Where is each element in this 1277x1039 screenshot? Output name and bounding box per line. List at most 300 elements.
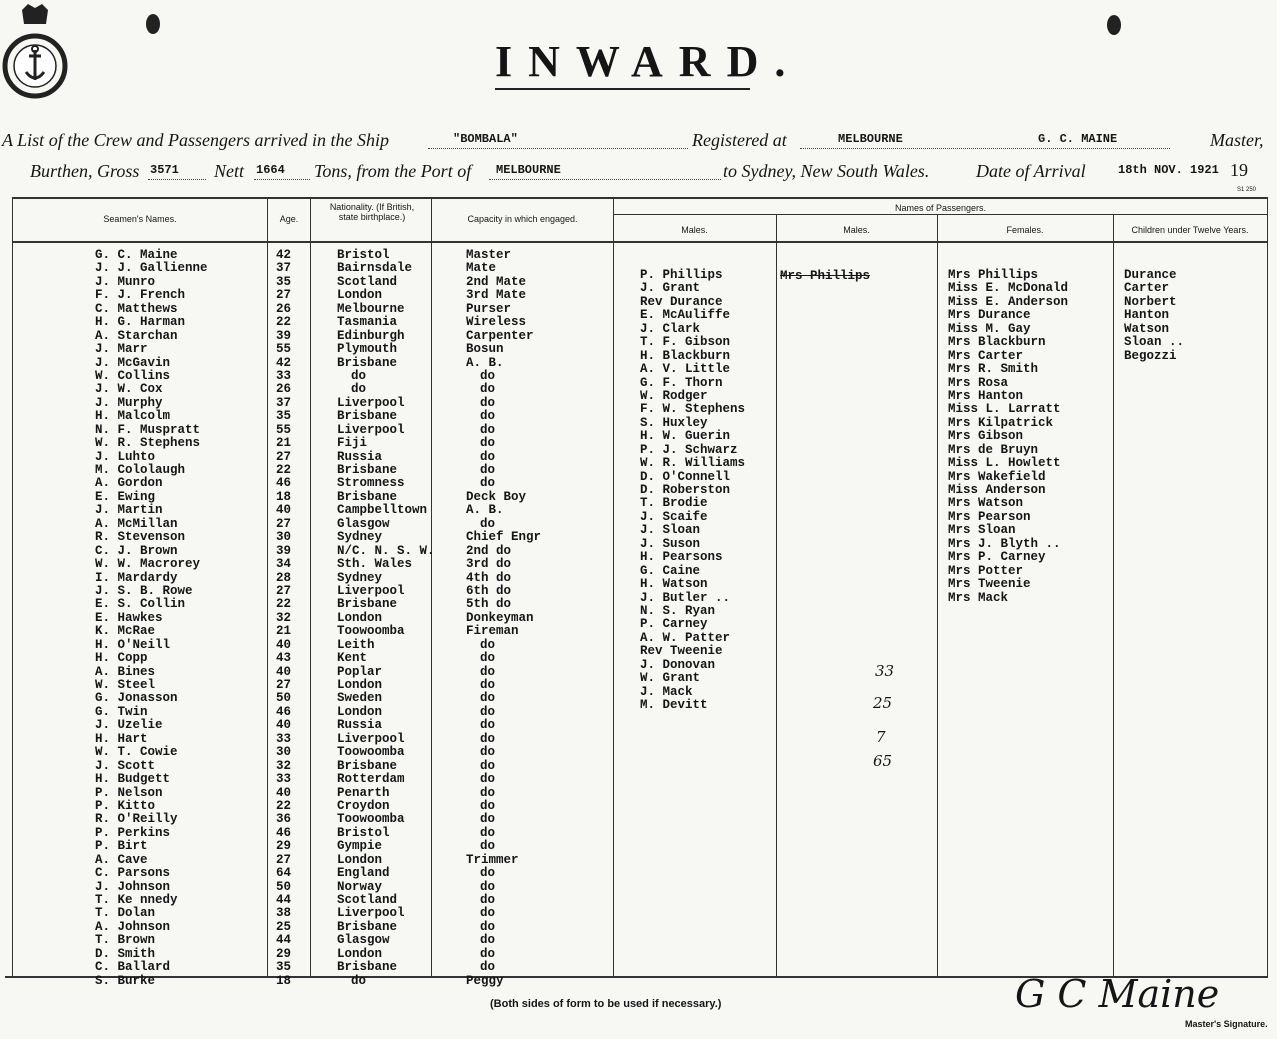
crew-nationality: Scotland: [337, 893, 398, 907]
crew-row: [0, 800, 613, 813]
crew-row: [0, 961, 613, 974]
crew-name: A. Starchan: [95, 328, 178, 343]
master-signature: G C Maine: [1015, 972, 1220, 1016]
crew-name: I. Mardardy: [95, 570, 178, 585]
header-nationality: Nationality. (If British, state birthplace.): [329, 202, 415, 222]
crew-capacity: do: [480, 798, 496, 813]
crew-age: 27: [276, 678, 292, 692]
child-passenger: Begozzi: [1124, 348, 1177, 363]
crew-age: 18: [276, 489, 292, 504]
crew-nationality: Liverpool: [337, 583, 405, 598]
crew-age: 44: [276, 893, 292, 907]
crew-name: W. Steel: [95, 678, 156, 692]
crew-capacity: do: [480, 879, 496, 894]
crew-name: C. Matthews: [95, 301, 178, 316]
crew-nationality: Russia: [337, 449, 383, 464]
crew-row: [0, 330, 613, 343]
crew-row: [0, 921, 613, 934]
crew-name: P. Kitto: [95, 798, 156, 813]
crew-age: 33: [276, 772, 292, 787]
punch-hole-left: [146, 14, 160, 34]
male-passenger: W. Rodger: [640, 388, 708, 403]
crew-nationality: Glasgow: [337, 933, 390, 948]
title-underline: [495, 88, 750, 90]
crew-name: H. Budgett: [95, 772, 171, 787]
crew-nationality: Liverpool: [337, 422, 405, 437]
crew-capacity: do: [480, 476, 496, 491]
female-passenger: Miss M. Gay: [948, 321, 1031, 336]
female-passenger: Mrs J. Blyth ..: [948, 536, 1061, 551]
crew-age: 39: [276, 543, 292, 558]
crew-capacity: do: [480, 678, 496, 692]
crew-age: 55: [276, 342, 292, 357]
crew-row: [0, 612, 613, 625]
crew-name: G. Jonasson: [95, 691, 178, 706]
crew-row: [0, 934, 613, 947]
crew-capacity: A. B.: [466, 503, 504, 518]
crew-age: 22: [276, 597, 292, 612]
crew-capacity: Master: [466, 248, 512, 262]
crew-name: K. McRae: [95, 624, 156, 639]
crew-capacity: Bosun: [466, 342, 504, 357]
crew-name: E. S. Collin: [95, 597, 186, 612]
crew-row: [0, 840, 613, 853]
crew-age: 28: [276, 570, 292, 585]
col-divider-males2: [776, 214, 777, 978]
crew-name: P. Nelson: [95, 785, 163, 800]
passenger-females-list: [948, 269, 1113, 605]
crew-name: P. Birt: [95, 839, 148, 854]
gross-tons: 3571: [150, 163, 179, 177]
crew-capacity: 4th do: [466, 570, 512, 585]
crew-age: 26: [276, 301, 292, 316]
crew-capacity: Trimmer: [466, 852, 519, 867]
crew-row: [0, 491, 613, 504]
crew-row: [0, 504, 613, 517]
crew-row: [0, 357, 613, 370]
crew-capacity: Deck Boy: [466, 489, 527, 504]
crew-capacity: do: [480, 637, 496, 652]
signature-label: Master's Signature.: [1185, 1019, 1268, 1029]
footer-note: (Both sides of form to be used if necessary.): [490, 998, 722, 1010]
crew-row: [0, 370, 613, 383]
crew-capacity: do: [480, 664, 496, 679]
child-passenger: Sloan ..: [1124, 335, 1185, 350]
crew-capacity: Chief Engr: [466, 530, 542, 545]
ship-name: "BOMBALA": [453, 132, 518, 146]
crew-age: 22: [276, 463, 292, 477]
crew-nationality: Bristol: [337, 825, 390, 840]
crew-row: [0, 746, 613, 759]
arrival-label: Date of Arrival: [976, 161, 1086, 181]
crew-nationality: London: [337, 288, 383, 303]
table-top-rule: [12, 197, 1268, 199]
female-passenger: Mrs Tweenie: [948, 577, 1031, 592]
crew-name: J. J. Gallienne: [95, 261, 208, 276]
female-passenger: Miss L. Howlett: [948, 456, 1061, 471]
crew-capacity: Mate: [466, 261, 497, 276]
crew-capacity: do: [480, 839, 496, 854]
crew-capacity: do: [480, 422, 496, 437]
crew-nationality: Liverpool: [337, 731, 405, 746]
crew-nationality: Brisbane: [337, 355, 398, 370]
header-age: Age.: [279, 214, 299, 224]
crew-age: 27: [276, 852, 292, 867]
crew-row: [0, 451, 613, 464]
col-divider-children: [1113, 214, 1114, 978]
crew-age: 39: [276, 328, 292, 343]
female-passenger: Miss Anderson: [948, 483, 1046, 497]
crew-row: [0, 545, 613, 558]
crew-capacity: do: [480, 382, 496, 397]
crew-name: J. Martin: [95, 503, 163, 518]
crew-capacity: 5th do: [466, 597, 512, 612]
crew-nationality: Brisbane: [337, 758, 398, 773]
male-passenger: J. Butler ..: [640, 590, 731, 605]
crew-age: 27: [276, 288, 292, 303]
crew-capacity: Purser: [466, 301, 512, 316]
crew-capacity: do: [480, 368, 496, 383]
crew-row: [0, 585, 613, 598]
crew-age: 40: [276, 637, 292, 652]
female-passenger: Mrs Phillips: [948, 268, 1039, 282]
registered-port: MELBOURNE: [838, 132, 903, 146]
male-passenger: F. W. Stephens: [640, 402, 746, 417]
crew-nationality: Campbelltown: [337, 503, 428, 518]
crew-age: 32: [276, 758, 292, 773]
male-passenger: J. Suson: [640, 536, 701, 551]
crew-nationality: Norway: [337, 879, 383, 894]
female-passenger: Mrs Rosa: [948, 375, 1009, 390]
crew-age: 22: [276, 798, 292, 813]
crew-age: 22: [276, 315, 292, 330]
female-passenger: Mrs de Bruyn: [948, 442, 1039, 457]
crew-name: C. J. Brown: [95, 543, 178, 558]
crew-capacity: do: [480, 933, 496, 948]
crew-row: [0, 303, 613, 316]
male-passenger: A. V. Little: [640, 362, 731, 377]
crew-row: [0, 316, 613, 329]
crew-capacity: Wireless: [466, 315, 527, 330]
crew-row: [0, 827, 613, 840]
female-passenger: Mrs Pearson: [948, 509, 1031, 524]
tally-total: 65: [873, 752, 893, 770]
table-header-rule: [12, 241, 1268, 243]
crew-name: J. Munro: [95, 274, 156, 289]
crew-age: 37: [276, 395, 292, 410]
female-passenger: Mrs Blackburn: [948, 335, 1046, 350]
crew-age: 26: [276, 382, 292, 397]
crew-row: [0, 787, 613, 800]
crew-row: [0, 907, 613, 920]
crew-name: T. Ke nnedy: [95, 893, 178, 907]
crew-nationality: Sth. Wales: [337, 557, 413, 572]
male-passenger: G. F. Thorn: [640, 375, 723, 390]
crew-nationality: Toowoomba: [337, 624, 405, 639]
form-number: S1 250: [1237, 187, 1257, 193]
crew-age: 38: [276, 906, 292, 921]
crew-nationality: England: [337, 866, 390, 881]
male-passenger: N. S. Ryan: [640, 603, 716, 618]
crew-age: 42: [276, 248, 292, 262]
crew-nationality: Sydney: [337, 570, 383, 585]
male-passenger: P. Carney: [640, 617, 708, 632]
male-passenger: P. J. Schwarz: [640, 442, 738, 457]
crew-capacity: do: [480, 409, 496, 424]
crew-row: [0, 249, 613, 262]
crew-nationality: Rotterdam: [337, 772, 405, 787]
crew-row: [0, 276, 613, 289]
crew-name: S. Burke: [95, 973, 156, 988]
crew-age: 27: [276, 516, 292, 531]
crew-name: E. Hawkes: [95, 610, 163, 625]
crew-capacity: do: [480, 704, 496, 719]
crew-nationality: Tasmania: [337, 315, 398, 330]
crew-age: 34: [276, 557, 292, 572]
female-passenger: Mrs Hanton: [948, 388, 1024, 403]
male-passenger: A. W. Patter: [640, 630, 731, 645]
crew-capacity: do: [480, 731, 496, 746]
crew-nationality: Poplar: [337, 664, 383, 679]
tons-from-label: Tons, from the Port of: [314, 161, 472, 181]
male-passenger: P. Phillips: [640, 268, 723, 282]
crew-age: 36: [276, 812, 292, 827]
crew-name: A. McMillan: [95, 516, 178, 531]
tally-males: 33: [875, 662, 895, 680]
female-passenger: Mrs Mack: [948, 590, 1009, 605]
male-passenger: S. Huxley: [640, 415, 708, 430]
female-passenger: Mrs Kilpatrick: [948, 415, 1054, 430]
crew-age: 50: [276, 879, 292, 894]
female-passenger: Mrs Potter: [948, 563, 1024, 578]
crew-capacity: do: [480, 893, 496, 907]
crew-name: W. Collins: [95, 368, 171, 383]
male-passenger: H. W. Guerin: [640, 429, 731, 444]
crew-nationality: Melbourne: [337, 301, 405, 316]
crew-name: F. J. French: [95, 288, 186, 303]
passenger-subheader-rule: [613, 214, 1268, 215]
header-passengers: Names of Passengers.: [894, 203, 987, 213]
crew-row: [0, 854, 613, 867]
crew-capacity: do: [480, 772, 496, 787]
crew-row: [0, 948, 613, 961]
crew-age: 25: [276, 919, 292, 934]
child-passenger: Carter: [1124, 281, 1170, 296]
male-passenger: J. Donovan: [640, 657, 716, 672]
female-passenger: Mrs Sloan: [948, 523, 1016, 538]
passenger-males-list: [640, 269, 776, 712]
crew-nationality: Brisbane: [337, 597, 398, 612]
crew-nationality: Brisbane: [337, 960, 398, 975]
male-passenger: H. Pearsons: [640, 550, 723, 565]
crew-nationality: Brisbane: [337, 409, 398, 424]
crew-capacity: 2nd do: [466, 543, 512, 558]
crew-row: [0, 666, 613, 679]
crew-age: 46: [276, 704, 292, 719]
child-passenger: Norbert: [1124, 294, 1177, 309]
crew-row: [0, 343, 613, 356]
crew-row: [0, 262, 613, 275]
crew-age: 37: [276, 261, 292, 276]
crew-name: J. S. B. Rowe: [95, 583, 193, 598]
crew-name: A. Gordon: [95, 476, 163, 491]
crew-row: [0, 867, 613, 880]
crew-age: 18: [276, 973, 292, 988]
crew-name: H. G. Harman: [95, 315, 186, 330]
crew-name: W. R. Stephens: [95, 436, 201, 451]
crew-row: [0, 975, 613, 988]
crew-nationality: Bristol: [337, 248, 390, 262]
crew-row: [0, 894, 613, 907]
crew-nationality: Sweden: [337, 691, 383, 706]
master-name: G. C. MAINE: [1038, 132, 1118, 146]
arrival-date: 18th NOV. 1921: [1118, 163, 1219, 177]
crew-capacity: Fireman: [466, 624, 519, 639]
crew-row: [0, 531, 613, 544]
crew-nationality: Gympie: [337, 839, 383, 854]
crew-capacity: do: [480, 449, 496, 464]
male-passenger: T. F. Gibson: [640, 335, 731, 350]
female-passenger: Mrs Watson: [948, 496, 1024, 511]
struck-passenger: Mrs Phillips: [780, 269, 871, 283]
crew-row: [0, 477, 613, 490]
crew-capacity: do: [480, 651, 496, 666]
destination-label: to Sydney, New South Wales.: [723, 161, 930, 181]
crew-row: [0, 639, 613, 652]
crew-age: 40: [276, 503, 292, 518]
header-males-2: Males.: [843, 225, 870, 235]
crew-nationality: London: [337, 946, 383, 961]
crew-age: 35: [276, 409, 292, 424]
female-passenger: Mrs Gibson: [948, 429, 1024, 444]
female-passenger: Mrs R. Smith: [948, 362, 1039, 377]
crew-row: [0, 598, 613, 611]
female-passenger: Miss E. McDonald: [948, 281, 1069, 296]
crew-age: 40: [276, 718, 292, 733]
crew-name: A. Cave: [95, 852, 148, 867]
crew-capacity: 6th do: [466, 583, 512, 598]
crew-name: J. Scott: [95, 758, 156, 773]
nett-label: Nett: [214, 161, 244, 181]
crew-age: 35: [276, 274, 292, 289]
crew-name: H. Copp: [95, 651, 148, 666]
crew-row: [0, 572, 613, 585]
crew-name: E. Ewing: [95, 489, 156, 504]
male-passenger: Rev Durance: [640, 294, 723, 309]
male-passenger: W. R. Williams: [640, 456, 746, 471]
crew-name: M. Cololaugh: [95, 463, 186, 477]
crew-age: 27: [276, 583, 292, 598]
crew-age: 27: [276, 449, 292, 464]
female-passenger: Mrs Carter: [948, 348, 1024, 363]
male-passenger: D. O'Connell: [640, 469, 731, 484]
crew-nationality: Stromness: [337, 476, 405, 491]
crew-nationality: Liverpool: [337, 395, 405, 410]
crew-nationality: do: [351, 973, 367, 988]
male-passenger: J. Mack: [640, 684, 693, 699]
crew-name: C. Ballard: [95, 960, 171, 975]
col-divider-females: [937, 214, 938, 978]
crew-age: 50: [276, 691, 292, 706]
crew-row: [0, 706, 613, 719]
male-passenger: H. Blackburn: [640, 348, 731, 363]
crew-nationality: Bairnsdale: [337, 261, 413, 276]
crew-name: R. O'Reilly: [95, 812, 178, 827]
punch-hole-right: [1107, 15, 1121, 35]
crew-name: J. Murphy: [95, 395, 163, 410]
male-passenger: M. Devitt: [640, 698, 708, 712]
crew-row: [0, 518, 613, 531]
crew-name: A. Bines: [95, 664, 156, 679]
crew-nationality: Scotland: [337, 274, 398, 289]
male-passenger: J. Clark: [640, 321, 701, 336]
male-passenger: J. Grant: [640, 281, 701, 296]
passenger-children-list: [1124, 269, 1264, 363]
male-passenger: J. Sloan: [640, 523, 701, 538]
crew-row: [0, 464, 613, 477]
crew-age: 40: [276, 664, 292, 679]
crew-capacity: Donkeyman: [466, 610, 534, 625]
crew-capacity: do: [480, 919, 496, 934]
crew-nationality: Plymouth: [337, 342, 398, 357]
registered-label: Registered at: [692, 130, 787, 150]
crew-nationality: Croydon: [337, 798, 390, 813]
crew-capacity: do: [480, 463, 496, 477]
crew-age: 46: [276, 825, 292, 840]
crew-name: J. Marr: [95, 342, 148, 357]
crew-name: J. Uzelie: [95, 718, 163, 733]
crew-age: 32: [276, 610, 292, 625]
child-passenger: Watson: [1124, 321, 1170, 336]
crew-row: [0, 289, 613, 302]
crew-nationality: Toowoomba: [337, 812, 405, 827]
header-seamen-names: Seamen's Names.: [103, 214, 177, 224]
female-passenger: Mrs Wakefield: [948, 469, 1046, 484]
crew-age: 33: [276, 368, 292, 383]
crew-row: [0, 692, 613, 705]
crew-name: J. Johnson: [95, 879, 171, 894]
crew-row: [0, 625, 613, 638]
crew-row: [0, 558, 613, 571]
crew-nationality: London: [337, 704, 383, 719]
crew-nationality: N/C. N. S. W.: [337, 543, 435, 558]
crew-nationality: Brisbane: [337, 489, 398, 504]
tally-females: 25: [873, 694, 893, 712]
crew-age: 29: [276, 839, 292, 854]
crew-nationality: Russia: [337, 718, 383, 733]
crew-row: [0, 813, 613, 826]
crew-name: P. Perkins: [95, 825, 171, 840]
crew-name: G. Twin: [95, 704, 148, 719]
crew-capacity: do: [480, 436, 496, 451]
male-passenger: W. Grant: [640, 671, 701, 686]
crew-name: W. W. Macrorey: [95, 557, 201, 572]
crew-age: 44: [276, 933, 292, 948]
crew-capacity: 3rd Mate: [466, 288, 527, 303]
crew-age: 42: [276, 355, 292, 370]
crew-capacity: do: [480, 785, 496, 800]
crew-row: [0, 881, 613, 894]
crew-nationality: Glasgow: [337, 516, 390, 531]
male-passenger: Rev Tweenie: [640, 644, 723, 659]
crew-capacity: do: [480, 516, 496, 531]
crew-row: [0, 719, 613, 732]
crew-capacity: A. B.: [466, 355, 504, 370]
crew-capacity: do: [480, 395, 496, 410]
crew-row: [0, 410, 613, 423]
male-passenger: G. Caine: [640, 563, 701, 578]
header-children: Children under Twelve Years.: [1131, 225, 1249, 235]
